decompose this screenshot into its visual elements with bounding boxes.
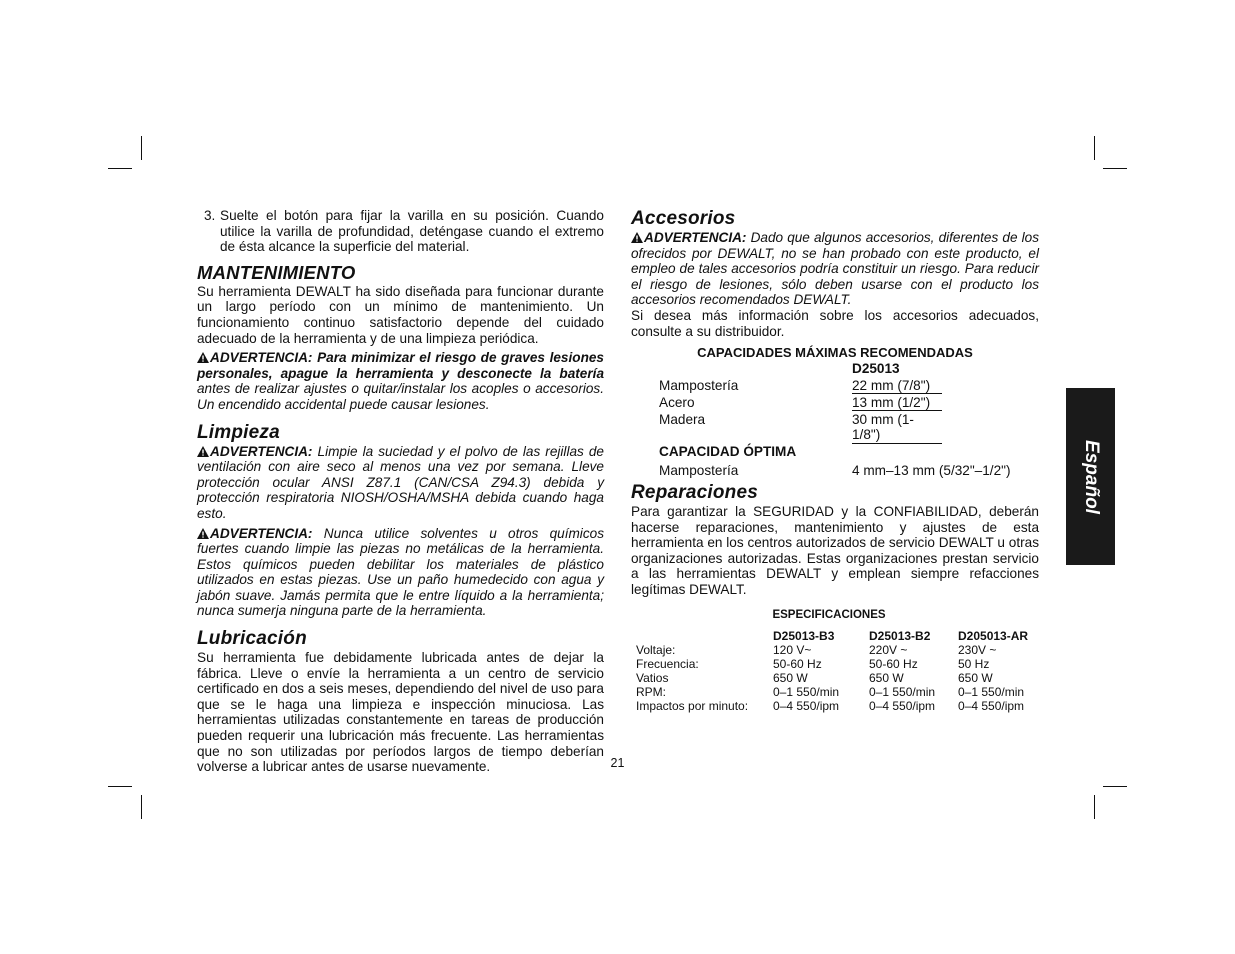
heading-reparaciones: Reparaciones xyxy=(631,481,759,503)
warning-text: Nunca utilice solventes u otros químicos fuertes cuando limpie las piezas no metálicas de la herramienta. Estos químicos pueden debilitar los materiales de plástico utilizados en estas piezas. Use un paño humedecido con agua y jabón suave. Jamás permita que le entre líquido a la herramienta; nunca sumerja ninguna parte de la herramienta. xyxy=(197,525,604,619)
warning-icon xyxy=(197,528,209,539)
capacidades-table xyxy=(659,361,1011,480)
row-label: Madera xyxy=(659,411,706,427)
crop-mark xyxy=(141,795,142,819)
step-text: Suelte el botón para fijar la varilla en su posición. Cuando utilice la varilla de profundidad, deténgase cuando el extremo de ésta alcance la superficie del material. xyxy=(220,208,604,255)
mantenimiento-body: Su herramienta DEWALT ha sido diseñada para funcionar durante un largo período con un mínimo de mantenimiento. Un funcionamiento continuo satisfactorio depende del cuidado adecuado de la herramienta y de una limpieza periódica. xyxy=(197,283,604,346)
language-tab-label: Español xyxy=(1080,439,1102,514)
spec-value: 650 W xyxy=(773,671,808,686)
spec-value: 0–1 550/min xyxy=(869,685,936,700)
crop-mark xyxy=(141,136,142,160)
capacidades-model: D25013 xyxy=(852,360,900,376)
model-header: D25013-B2 xyxy=(869,629,931,644)
especificaciones-title: ESPECIFICACIONES xyxy=(772,608,886,621)
spec-label: Voltaje: xyxy=(636,643,676,658)
spec-label: RPM: xyxy=(636,685,666,700)
crop-mark xyxy=(1094,136,1095,160)
model-header: D25013-B3 xyxy=(773,629,835,644)
heading-mantenimiento: MANTENIMIENTO xyxy=(197,261,356,283)
warning-text: Dado que algunos accesorios, diferentes de los ofrecidos por DEWALT, no se han probado con este producto, el empleo de tales accesorios podría constituir un riesgo. Para reducir el riesgo de lesiones, sólo deben usarse con el producto los accesorios recomendados DEWALT. xyxy=(631,230,1039,308)
table-row xyxy=(636,671,1028,685)
spec-value: 0–4 550/ipm xyxy=(958,699,1025,714)
model-header: D205013-AR xyxy=(958,629,1029,644)
accesorios-body: Si desea más información sobre los accesorios adecuados, consulte a su distribuidor. xyxy=(631,307,1039,339)
row-value: 22 mm (7/8") xyxy=(852,378,942,395)
spec-value: 650 W xyxy=(869,671,904,686)
spec-value: 0–1 550/min xyxy=(958,685,1025,700)
spec-value: 0–4 550/ipm xyxy=(773,699,840,714)
table-row xyxy=(636,643,1028,657)
crop-mark xyxy=(108,168,132,169)
table-row xyxy=(659,378,1011,395)
spec-value: 0–1 550/min xyxy=(773,685,840,700)
warning-icon xyxy=(197,352,209,363)
row-value: 30 mm (1-1/8") xyxy=(852,412,942,444)
row-label: Mampostería xyxy=(659,462,739,478)
row-value: 4 mm–13 mm (5/32"–1/2") xyxy=(852,462,1011,478)
row-value: 13 mm (1/2") xyxy=(852,395,942,412)
row-label: Mampostería xyxy=(659,377,739,393)
especificaciones-table xyxy=(636,629,1028,713)
heading-limpieza: Limpieza xyxy=(197,421,280,443)
table-row xyxy=(636,699,1028,713)
language-tab xyxy=(1066,388,1115,565)
mantenimiento-warning xyxy=(197,350,604,412)
page-number: 21 xyxy=(610,756,625,770)
warning-bold: ADVERTENCIA: xyxy=(210,443,313,459)
table-row xyxy=(659,412,1011,444)
crop-mark xyxy=(108,786,132,787)
warning-icon xyxy=(631,232,643,243)
capacidades-title: CAPACIDADES MÁXIMAS RECOMENDADAS xyxy=(697,345,973,361)
crop-mark xyxy=(1103,786,1127,787)
table-row xyxy=(636,685,1028,699)
warning-bold: ADVERTENCIA: xyxy=(644,230,747,245)
lubricacion-body: Su herramienta fue debidamente lubricada antes de dejar la fábrica. Lleve o envíe la herramienta a un centro de servicio certificado en dos a seis meses, dependiendo del nivel de uso para que se le haga una limpieza e inspección minuciosa. Las herramientas utilizadas constantemente en tareas de producción pueden requerir una lubricación más frecuente. Las herramientas que no son utilizadas por períodos largos de tiempo deberían volverse a lubricar antes de usarse nuevamente. xyxy=(197,650,604,775)
crop-mark xyxy=(1094,795,1095,819)
table-row xyxy=(636,657,1028,671)
reparaciones-body: Para garantizar la SEGURIDAD y la CONFIABILIDAD, deberán hacerse reparaciones, mantenimiento y ajustes de esta herramienta en los centros autorizados de servicio DEWALT u otras organizaciones autorizadas. Estas organizaciones prestan servicio a las herramientas DEWALT y emplean siempre refacciones legítimas DEWALT. xyxy=(631,503,1039,597)
limpieza-warning-2 xyxy=(197,526,604,620)
warning-icon xyxy=(197,446,209,457)
spec-value: 0–4 550/ipm xyxy=(869,699,936,714)
left-column xyxy=(197,208,604,775)
step-number: 3. xyxy=(204,208,216,223)
crop-mark xyxy=(1103,168,1127,169)
step-3 xyxy=(204,208,604,255)
warning-bold: ADVERTENCIA: Para minimizar el riesgo de graves lesiones personales, apague la herramienta y desconecte la batería xyxy=(197,350,604,381)
spec-value: 50-60 Hz xyxy=(773,657,822,672)
limpieza-warning-1 xyxy=(197,444,604,522)
spec-value: 50-60 Hz xyxy=(869,657,918,672)
capacidad-optima-label: CAPACIDAD ÓPTIMA xyxy=(659,443,797,459)
table-row xyxy=(659,395,1011,412)
table-row xyxy=(659,461,1011,480)
warning-text: antes de realizar ajustes o quitar/instalar los acoples o accesorios. Un encendido accidental puede causar lesiones. xyxy=(197,381,604,412)
spec-value: 650 W xyxy=(958,671,993,686)
spec-value: 220V ~ xyxy=(869,643,908,658)
row-label: Acero xyxy=(659,394,695,410)
warning-bold: ADVERTENCIA: xyxy=(210,525,313,541)
spec-label: Vatios xyxy=(636,671,669,686)
accesorios-warning xyxy=(631,230,1039,308)
heading-lubricacion: Lubricación xyxy=(197,628,307,650)
spec-label: Impactos por minuto: xyxy=(636,699,749,714)
spec-label: Frecuencia: xyxy=(636,657,699,672)
warning-text: Limpie la suciedad y el polvo de las rejillas de ventilación con aire seco al menos una vez por semana. Lleve protección ocular ANSI Z87.1 (CAN/CSA Z94.3) debida y protección respiratoria NIOSH/OSHA/MSHA debida cuando haga esto. xyxy=(197,443,604,521)
spec-value: 230V ~ xyxy=(958,643,997,658)
spec-value: 50 Hz xyxy=(958,657,990,672)
spec-value: 120 V~ xyxy=(773,643,812,658)
right-column xyxy=(631,208,1039,713)
heading-accesorios: Accesorios xyxy=(631,208,736,229)
